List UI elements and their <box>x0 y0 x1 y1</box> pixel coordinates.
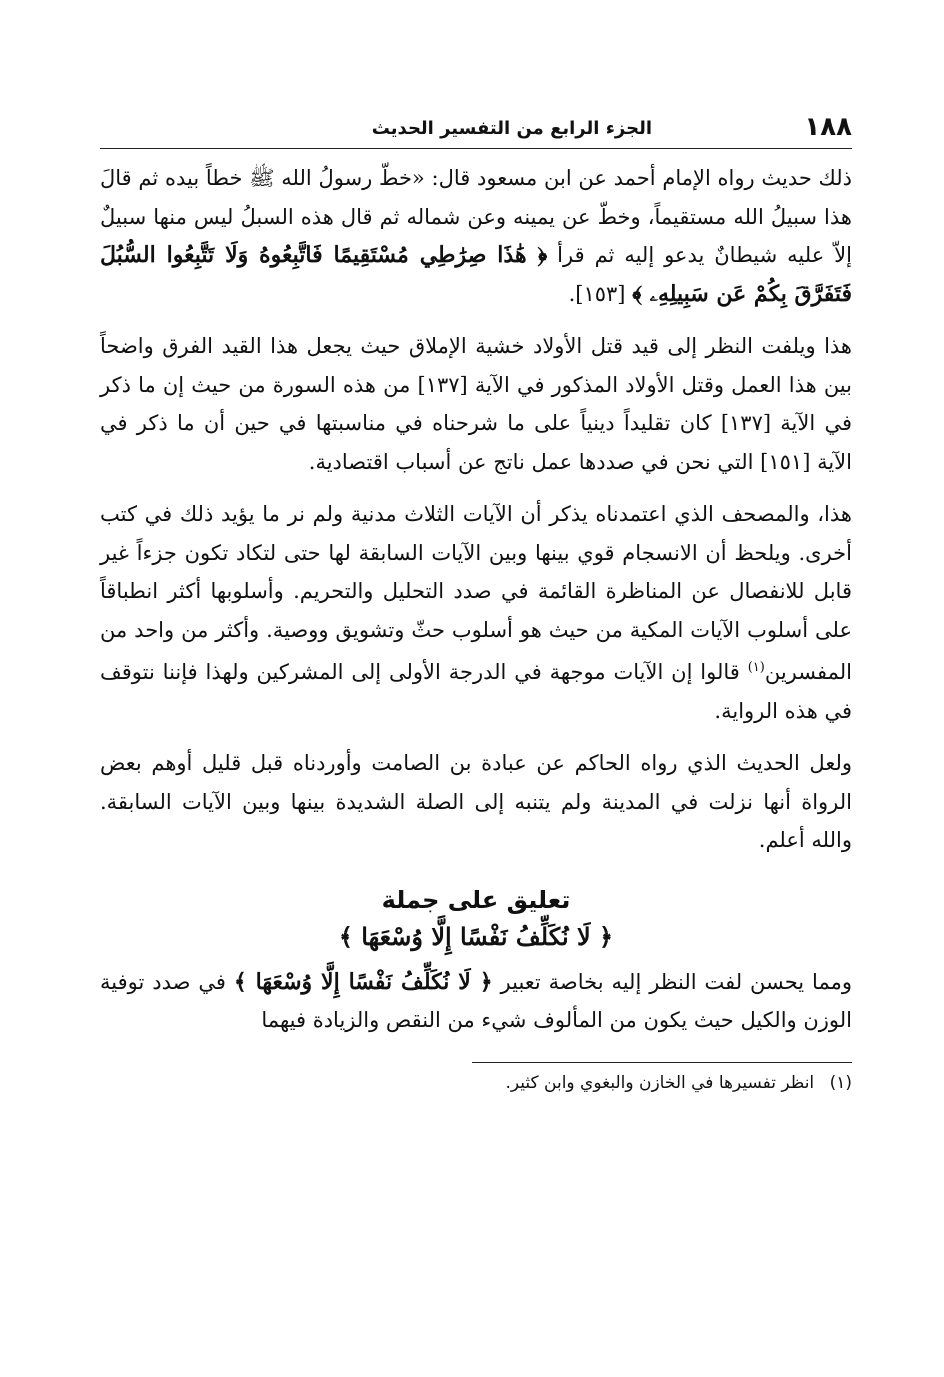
footnote-text: انظر تفسيرها في الخازن والبغوي وابن كثير. <box>505 1072 815 1093</box>
book-page <box>100 110 852 1093</box>
page-number: ١٨٨ <box>804 112 852 142</box>
page-header <box>100 110 852 149</box>
paragraph-hadith <box>100 159 852 313</box>
section-heading <box>100 886 852 951</box>
paragraph-mushaf <box>100 495 852 730</box>
paragraph-hakim: ولعل الحديث الذي رواه الحاكم عن عبادة بن الصامت وأوردناه قبل قليل أوهم بعض الرواة أنها نزلت في المدينة ولم يتنبه إلى الصلة الشديدة بينها وبين الآيات السابقة. والله أعلم. <box>100 751 852 852</box>
paragraph-commentary <box>100 963 852 1040</box>
paragraph-text: هذا، والمصحف الذي اعتمدناه يذكر أن الآيات الثلاث مدنية ولم نر ما يؤيد ذلك في كتب أخرى. ويلحظ أن الانسجام قوي بينها وبين الآيات السابقة لها حتى لتكاد تكون جزءاً غير قابل للانفصال عن المناظرة القائمة في صدد التحليل والتحريم. وأسلوبها أكثر انطباقاً على أسلوب الآيات المكية من حيث هو أسلوب حثّ وتشويق ووصية. وأكثر من واحد من المفسرين <box>100 502 852 684</box>
section-verse: ﴿ لَا نُكَلِّفُ نَفْسًا إِلَّا وُسْعَهَا ﴾ <box>338 921 614 951</box>
quran-verse: ﴿ لَا نُكَلِّفُ نَفْسًا إِلَّا وُسْعَهَا ﴾ <box>233 968 493 995</box>
paragraph-text: ومما يحسن لفت النظر إليه بخاصة تعبير <box>500 969 852 994</box>
paragraph-text: قالوا إن الآيات موجهة في الدرجة الأولى إلى المشركين ولهذا فإننا نتوقف في هذه الرواية. <box>100 660 852 723</box>
footnote <box>100 1073 852 1093</box>
footnote-ref[interactable]: (١) <box>747 660 765 675</box>
verse-reference: [١٥٣]. <box>568 281 626 306</box>
paragraph-killing-children: هذا ويلفت النظر إلى قيد قتل الأولاد خشية الإملاق حيث يجعل هذا القيد الفرق واضحاً بين هذا العمل وقتل الأولاد المذكور في الآية [١٣٧] من هذه السورة من حيث إن ما ذكر في الآية [١٣٧] كان تقليداً دينياً على ما شرحناه في مناسبتها في حين أن ما ذكر في الآية [١٥١] التي نحن في صددها عمل ناتج عن أسباب اقتصادية. <box>100 334 853 474</box>
section-title: تعليق على جملة <box>381 885 571 914</box>
paragraph-text: ذلك حديث رواه الإمام أحمد عن ابن مسعود قال: «خطّ رسولُ الله ﷺ خطاً بيده ثم قالَ هذا سبيلُ الله مستقيماً، وخطّ عن يمينه وعن شماله ثم قال هذه السبلُ ليس منها سبيلٌ إلاّ عليه شيطانٌ يدعو إليه ثم قرأ <box>100 166 852 267</box>
running-title: الجزء الرابع من التفسير الحديث <box>371 118 652 139</box>
paragraph-text: في صدد توفية الوزن والكيل حيث يكون من المألوف شيء من النقص والزيادة فيهما <box>100 969 852 1032</box>
footnote-marker: (١) <box>829 1072 852 1093</box>
footnote-divider <box>472 1062 852 1063</box>
quran-verse: ﴿ هَٰذَا صِرَٰطِي مُسْتَقِيمًا فَاتَّبِعُوهُ وَلَا تَتَّبِعُوا السُّبُلَ فَتَفَرَّقَ بِكُمْ عَن سَبِيلِهِۦ ﴾ <box>100 242 852 307</box>
